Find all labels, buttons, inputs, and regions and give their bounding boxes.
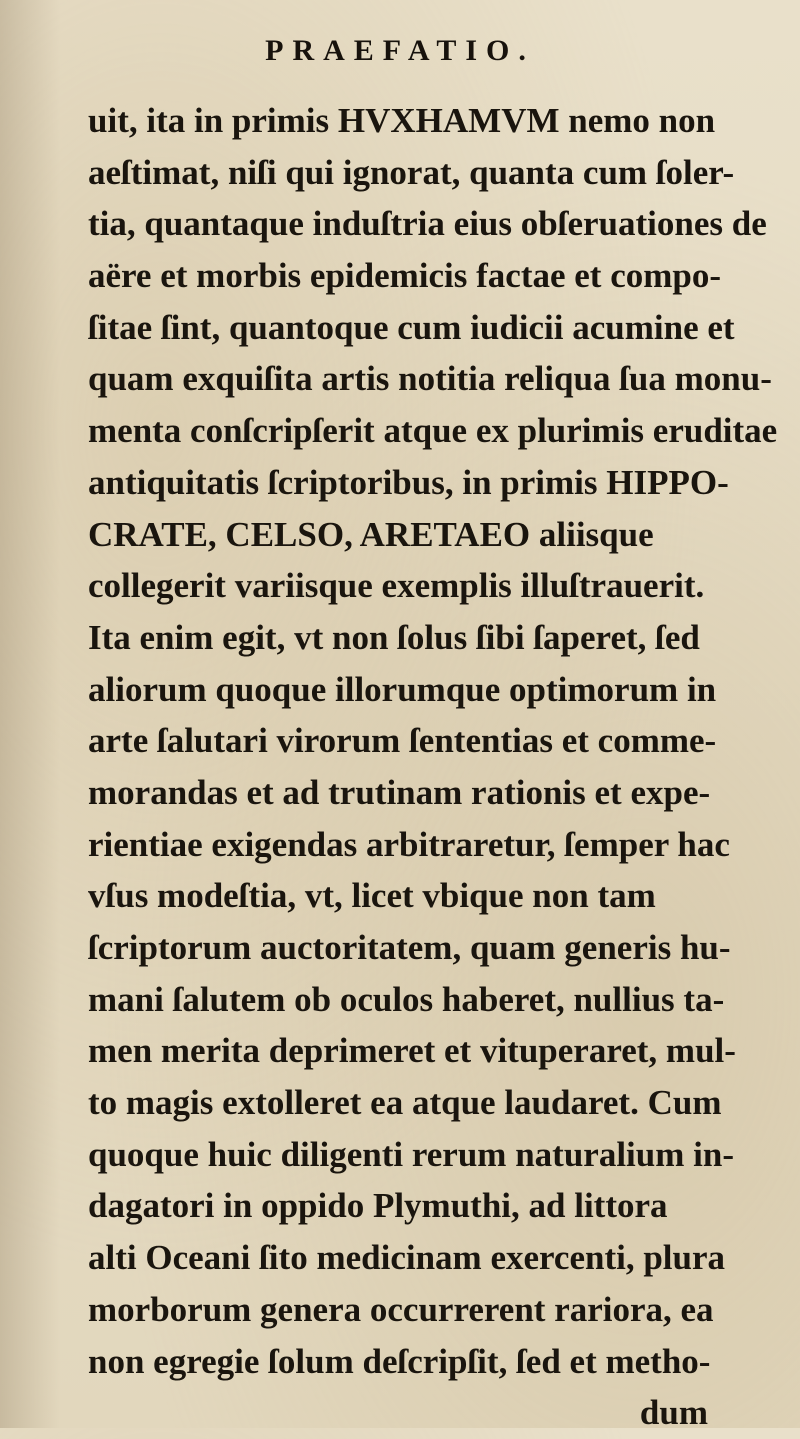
text-line: dagatori in oppido Plymuthi, ad littora (88, 1186, 668, 1226)
text-line: aeſtimat, niſi qui ignorat, quanta cum ſoler- (88, 152, 735, 192)
text-line: tia, quantaque induſtria eius obſeruationes de (88, 204, 767, 244)
text-line: ſcriptorum auctoritatem, quam generis hu- (88, 928, 731, 967)
text-line: collegerit variisque exemplis illuſtrauerit. (88, 566, 705, 606)
text-line: non egregie ſolum deſcripſit, ſed et metho- (88, 1341, 711, 1381)
text-line: CRATE, CELSO, ARETAEO aliisque (88, 514, 654, 554)
text-line: dum (639, 1393, 708, 1433)
text-line: quoque huic diligenti rerum naturalium in- (88, 1134, 734, 1174)
text-line: Ita enim egit, vt non ſolus ſibi ſaperet, ſed (88, 617, 700, 657)
text-line: to magis extolleret ea atque laudaret. Cum (88, 1083, 722, 1123)
page-fold-shadow (0, 0, 60, 1428)
text-line: ſitae ſint, quantoque cum iudicii acumine et (88, 307, 735, 347)
text-line: vſus modeſtia, vt, licet vbique non tam (88, 876, 656, 916)
text-line: aëre et morbis epidemicis factae et compo- (88, 256, 722, 296)
text-line: aliorum quoque illorumque optimorum in (88, 669, 717, 709)
text-line: men merita deprimeret et vituperaret, mul- (88, 1031, 736, 1071)
text-line: quam exquiſita artis notitia reliqua ſua monu- (88, 359, 772, 399)
text-line: rientiae exigendas arbitraretur, ſemper hac (88, 824, 730, 864)
text-line: antiquitatis ſcriptoribus, in primis HIPPO- (88, 462, 729, 502)
text-line: morborum genera occurrerent rariora, ea (88, 1289, 714, 1329)
text-line: arte ſalutari virorum ſententias et comme- (88, 721, 717, 761)
text-line: morandas et ad trutinam rationis et expe- (88, 772, 711, 812)
text-line: uit, ita in primis HVXHAMVM nemo non (88, 101, 716, 140)
running-head: PRAEFATIO. (265, 34, 535, 67)
text-line: alti Oceani ſito medicinam exercenti, plura (88, 1238, 726, 1278)
text-line: mani ſalutem ob oculos haberet, nullius ta- (88, 979, 725, 1019)
text-line: menta conſcripſerit atque ex plurimis eruditae (88, 411, 778, 451)
body-text (88, 95, 778, 1439)
